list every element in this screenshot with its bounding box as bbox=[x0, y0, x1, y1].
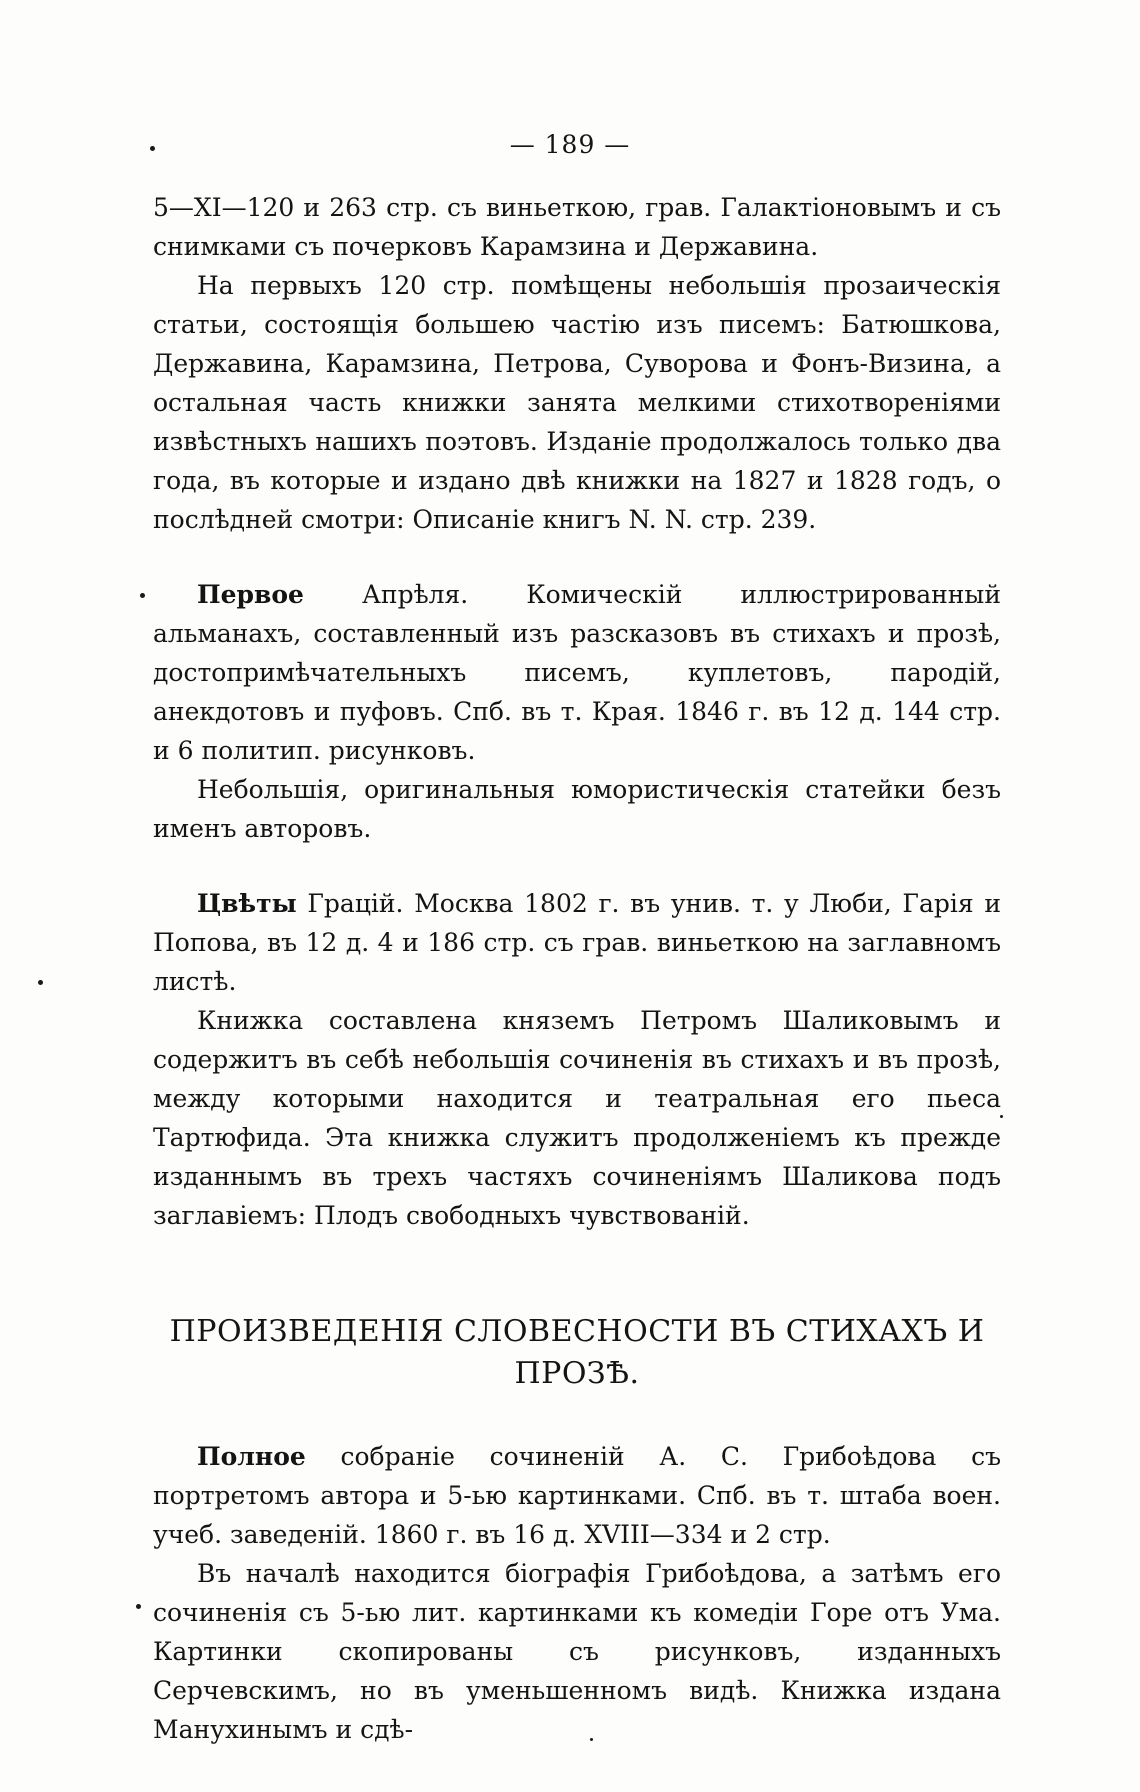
entry-lead-word: Первое bbox=[197, 580, 304, 609]
page-number: — 189 — bbox=[509, 130, 631, 159]
entry-lead-word: Цвѣты bbox=[197, 889, 297, 918]
paragraph-gap bbox=[153, 848, 1001, 884]
entry-paragraph-description: Небольшія, оригинальныя юмористическія статейки безъ именъ авторовъ. bbox=[153, 775, 1001, 843]
scan-speck bbox=[38, 980, 43, 985]
entry-text: Грацій. Москва 1802 г. въ унив. т. у Люби, Гарія и Попова, въ 12 д. 4 и 186 стр. съ грав. виньеткою на заглавномъ листѣ. bbox=[153, 889, 1001, 996]
entry-paragraph-description: На первыхъ 120 стр. помѣщены небольшія прозаическія статьи, состоящія большею частію изъ писемъ: Батюшкова, Державина, Карамзина, Петрова, Суворова и Фонъ-Визина, а остальная часть книжки занята мелкими стихотвореніями извѣстныхъ нашихъ поэтовъ. Изданіе продолжалось только два года, въ которые и издано двѣ книжки на 1827 и 1828 годъ, о послѣдней смотри: Описаніе книгъ N. N. стр. 239. bbox=[153, 271, 1001, 534]
paragraph-gap bbox=[153, 539, 1001, 575]
entry-pervoe-aprelya bbox=[153, 575, 1001, 770]
entry-lead-word: Полное bbox=[197, 1442, 306, 1471]
scan-speck bbox=[1000, 1115, 1003, 1118]
entry-paragraph-description: Книжка составлена княземъ Петромъ Шаликовымъ и содержитъ въ себѣ небольшія сочиненія въ стихахъ и въ прозѣ, между которыми находится и театральная его пьеса Тартюфида. Эта книжка служитъ продолженіемъ къ прежде изданнымъ въ трехъ частяхъ сочиненіямъ Шаликова подъ заглавіемъ: Плодъ свободныхъ чувствованій. bbox=[153, 1006, 1001, 1230]
scan-speck bbox=[590, 1738, 593, 1741]
section-gap bbox=[153, 1235, 1001, 1311]
entry-paragraph-continuation: 5—XI—120 и 263 стр. съ виньеткою, грав. Галактіоновымъ и съ снимками съ почерковъ Карамзина и Державина. bbox=[153, 193, 1001, 261]
entry-text: Апрѣля. Комическій иллюстрированный альманахъ, составленный изъ разсказовъ въ стихахъ и прозѣ, достопримѣчательныхъ писемъ, куплетовъ, пародій, анекдотовъ и пуфовъ. Спб. въ т. Края. 1846 г. въ 12 д. 144 стр. и 6 политип. рисунковъ. bbox=[153, 580, 1001, 765]
body-text bbox=[153, 188, 1001, 1749]
section-heading: ПРОИЗВЕДЕНІЯ СЛОВЕСНОСТИ ВЪ СТИХАХЪ И ПРОЗѢ. bbox=[169, 1314, 985, 1391]
entry-paragraph-description: Въ началѣ находится біографія Грибоѣдова, а затѣмъ его сочиненія съ 5-ью лит. картинками къ комедіи Горе отъ Ума. Картинки скопированы съ рисунковъ, изданныхъ Серчевскимъ, но въ уменьшенномъ видѣ. Книжка издана Манухинымъ и сдѣ- bbox=[153, 1559, 1001, 1744]
entry-text: собраніе сочиненій А. С. Грибоѣдова съ портретомъ автора и 5-ью картинками. Спб. въ т. штаба воен. учеб. заведеній. 1860 г. въ 16 д. XVIII—334 и 2 стр. bbox=[153, 1442, 1001, 1549]
scan-speck bbox=[136, 1604, 141, 1609]
heading-gap bbox=[153, 1395, 1001, 1437]
scan-speck bbox=[140, 593, 145, 598]
scan-speck bbox=[150, 146, 155, 151]
entry-tsvety-gratsiy bbox=[153, 884, 1001, 1001]
entry-polnoe-sobranie bbox=[153, 1437, 1001, 1554]
